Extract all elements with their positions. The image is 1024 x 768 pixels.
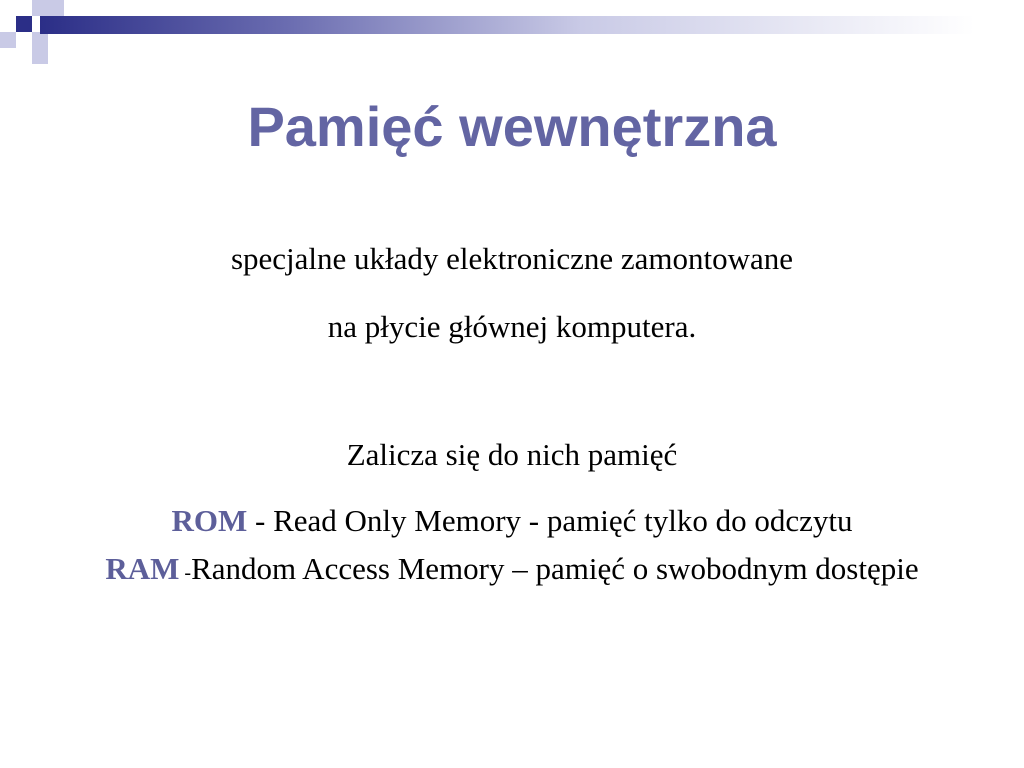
deco-gradient-bar xyxy=(40,16,1024,34)
deco-square xyxy=(16,16,32,32)
intro-line-2: na płycie głównej komputera. xyxy=(327,309,697,344)
slide-decoration xyxy=(0,0,1024,70)
ram-separator: - xyxy=(179,562,192,584)
intro-line-1: specjalne układy elektroniczne zamontowane xyxy=(230,241,794,276)
rom-separator: - xyxy=(247,503,274,538)
ram-definition xyxy=(0,550,1024,587)
deco-square xyxy=(32,0,48,16)
ram-description: Random Access Memory – pamięć o swobodnym dostępie xyxy=(191,551,919,586)
rom-description: Read Only Memory - pamięć tylko do odczytu xyxy=(273,503,853,538)
deco-square xyxy=(32,32,48,48)
slide-title: Pamięć wewnętrzna xyxy=(247,95,777,158)
ram-acronym: RAM xyxy=(105,551,180,586)
rom-definition xyxy=(0,502,1024,539)
deco-square xyxy=(0,32,16,48)
lead-text: Zalicza się do nich pamięć xyxy=(346,437,678,472)
deco-square xyxy=(48,0,64,16)
rom-acronym: ROM xyxy=(171,503,248,538)
deco-square xyxy=(32,48,48,64)
